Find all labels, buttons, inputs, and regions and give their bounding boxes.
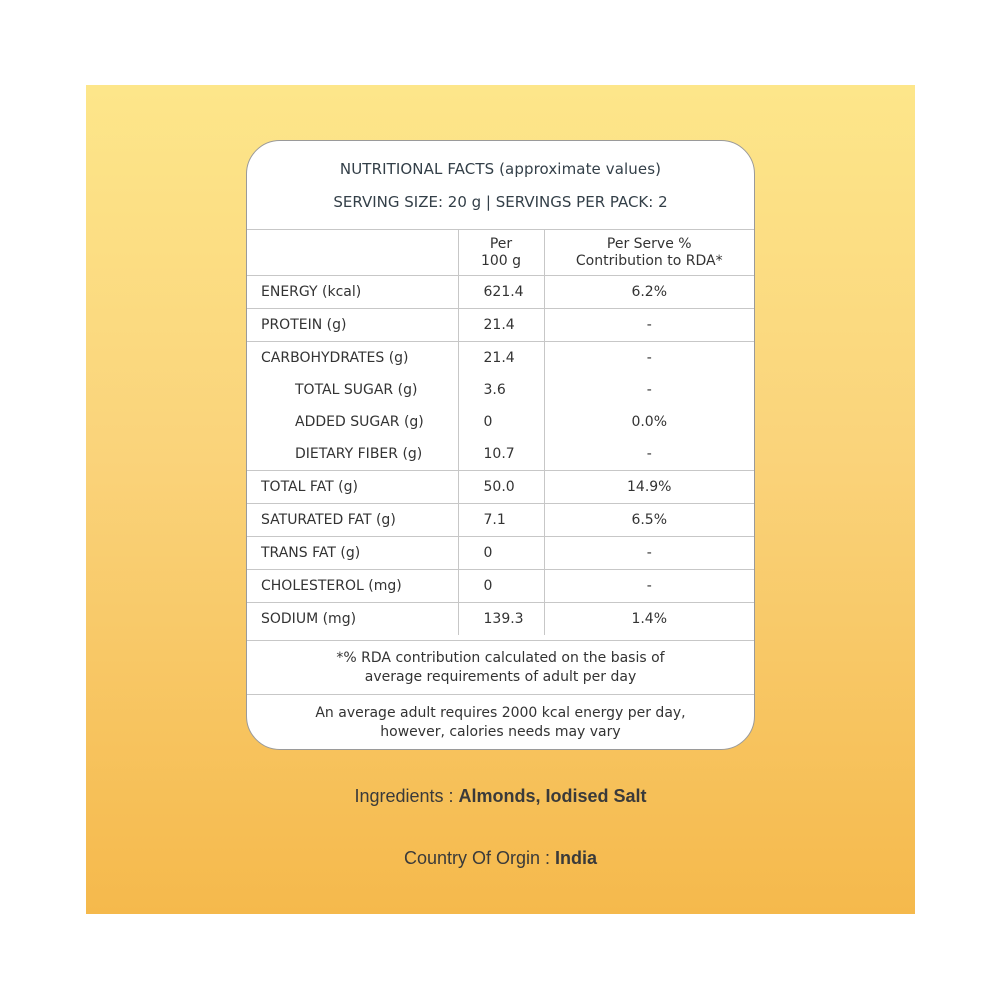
nutrient-name: TOTAL FAT (g)	[247, 471, 458, 504]
table-row	[247, 374, 754, 406]
nutrient-per-100g: 3.6	[458, 374, 544, 406]
table-row	[247, 342, 754, 375]
nutrient-name: DIETARY FIBER (g)	[295, 446, 423, 462]
nutrient-name: TRANS FAT (g)	[247, 537, 458, 570]
origin-value: India	[555, 848, 598, 868]
nutrition-title: NUTRITIONAL FACTS (approximate values)	[339, 160, 662, 178]
nutrient-per-100g: 0	[458, 570, 544, 603]
nutrient-rda: -	[646, 446, 652, 462]
header-rda	[544, 230, 754, 276]
nutrient-rda: -	[544, 309, 754, 342]
origin-label: Country Of Orgin :	[403, 848, 556, 868]
table-row	[247, 570, 754, 603]
header-rda-line1: Per Serve %	[606, 235, 692, 252]
nutrient-rda: 0.0%	[631, 414, 668, 430]
table-row	[247, 276, 754, 309]
ingredients-label: Ingredients :	[354, 786, 459, 806]
rda-footnote	[247, 640, 754, 695]
calorie-note-line2: however, calories needs may vary	[380, 723, 621, 740]
table-row	[247, 537, 754, 570]
header-per-100g	[458, 230, 544, 276]
nutrient-per-100g: 21.4	[458, 342, 544, 375]
origin-line	[86, 848, 915, 869]
nutrient-name: CHOLESTEROL (mg)	[247, 570, 458, 603]
table-row	[247, 603, 754, 636]
nutrient-rda: -	[544, 570, 754, 603]
nutrient-rda: 14.9%	[544, 471, 754, 504]
nutrient-rda: 6.5%	[544, 504, 754, 537]
nutrient-rda: 6.2%	[544, 276, 754, 309]
nutrient-name: SATURATED FAT (g)	[247, 504, 458, 537]
nutrient-name: CARBOHYDRATES (g)	[247, 342, 458, 375]
rda-footnote-line1: *% RDA contribution calculated on the basis of	[336, 650, 665, 666]
table-row	[247, 504, 754, 537]
header-rda-line2: Contribution to RDA*	[575, 252, 723, 269]
ingredients-value: Almonds, Iodised Salt	[458, 786, 647, 806]
nutrient-name: SODIUM (mg)	[247, 603, 458, 636]
table-row	[247, 406, 754, 438]
table-row	[247, 438, 754, 471]
nutrient-rda: 1.4%	[544, 603, 754, 636]
nutrient-per-100g: 50.0	[458, 471, 544, 504]
calorie-note	[247, 694, 754, 750]
header-nutrient	[247, 230, 458, 276]
table-row	[247, 309, 754, 342]
nutrient-name: ENERGY (kcal)	[247, 276, 458, 309]
product-info-panel	[86, 85, 915, 914]
table-row	[247, 471, 754, 504]
ingredients-line	[86, 786, 915, 807]
nutrient-per-100g: 7.1	[458, 504, 544, 537]
nutrient-per-100g: 0	[458, 537, 544, 570]
nutrient-per-100g: 0	[458, 406, 544, 438]
nutrition-facts-card	[246, 140, 755, 750]
nutrient-per-100g: 10.7	[458, 438, 544, 471]
header-per-100g-line1: Per	[489, 235, 513, 252]
nutrient-per-100g: 621.4	[458, 276, 544, 309]
table-header-row	[247, 230, 754, 276]
serving-info: SERVING SIZE: 20 g | SERVINGS PER PACK: 2	[333, 193, 668, 211]
nutrient-rda: -	[544, 537, 754, 570]
nutrient-per-100g: 139.3	[458, 603, 544, 636]
header-per-100g-line2: 100 g	[480, 252, 522, 269]
nutrient-name: TOTAL SUGAR (g)	[295, 382, 418, 398]
calorie-note-line1: An average adult requires 2000 kcal energy per day,	[315, 704, 686, 721]
nutrition-table	[247, 229, 754, 635]
nutrient-name: ADDED SUGAR (g)	[295, 414, 424, 430]
nutrient-per-100g: 21.4	[458, 309, 544, 342]
rda-footnote-line2: average requirements of adult per day	[364, 669, 637, 685]
nutrient-rda: -	[544, 342, 754, 375]
nutrient-rda: -	[646, 382, 652, 398]
nutrient-name: PROTEIN (g)	[247, 309, 458, 342]
